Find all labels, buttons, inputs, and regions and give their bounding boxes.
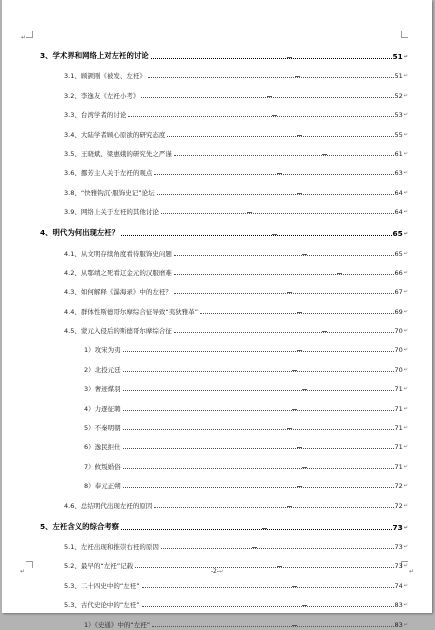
toc-page-number: 67 <box>394 288 403 297</box>
toc-leader-dots <box>148 76 394 78</box>
tab-marker-icon <box>247 212 252 213</box>
toc-page-number: 72 <box>394 482 403 491</box>
toc-entry[interactable] <box>32 62 408 81</box>
toc-leader-dots <box>123 467 394 469</box>
document-page <box>2 0 432 629</box>
paragraph-mark-icon: ↵ <box>403 189 408 196</box>
paragraph-mark-icon: ↵ <box>403 524 408 531</box>
toc-leader-dots <box>167 135 393 137</box>
toc-entry[interactable] <box>32 591 408 610</box>
toc-leader-dots <box>142 586 394 588</box>
paragraph-mark-icon: ↵ <box>403 150 408 157</box>
toc-entry-title: 5.1、左衽出现和推崇右衽的原因 <box>64 542 159 551</box>
paragraph-mark-icon: ↵ <box>403 131 408 138</box>
toc-leader-dots <box>174 292 394 294</box>
tab-marker-icon <box>272 115 277 116</box>
toc-entry[interactable] <box>32 433 408 452</box>
toc-leader-dots <box>123 370 394 372</box>
toc-page-number: 70 <box>394 327 403 336</box>
toc-entry[interactable] <box>32 317 408 336</box>
margin-corner-top-right <box>401 31 408 38</box>
toc-entry-title: 3.8、“快雅钩沉·服饰史记”论坛 <box>64 188 155 197</box>
toc-entry[interactable] <box>32 217 408 239</box>
toc-leader-dots <box>161 547 394 549</box>
tab-marker-icon <box>297 447 302 448</box>
toc-entry[interactable] <box>32 491 408 510</box>
toc-page-number: 61 <box>394 149 403 158</box>
paragraph-mark-icon: ↵ <box>403 347 408 354</box>
tab-marker-icon <box>287 506 292 507</box>
toc-leader-dots <box>174 154 394 156</box>
toc-leader-dots <box>152 625 393 627</box>
table-of-contents <box>32 40 408 630</box>
tab-marker-icon <box>302 605 307 606</box>
toc-page-number: 72 <box>394 501 403 510</box>
tab-marker-icon <box>295 76 300 77</box>
paragraph-mark-icon: ↵ <box>403 231 408 238</box>
toc-entry[interactable] <box>32 297 408 316</box>
tab-marker-icon <box>292 586 297 587</box>
toc-page-number: 73 <box>394 542 403 551</box>
toc-entry-title: 3.5、王晓斌、梁惠娥的研究先之严谨 <box>64 149 172 158</box>
toc-entry-title: 5.2、最早的“左衽”记载 <box>64 562 134 571</box>
toc-entry-title: 1）攻宋为夷 <box>84 346 121 355</box>
page-footer <box>2 568 432 575</box>
toc-entry[interactable] <box>32 40 408 62</box>
paragraph-mark-icon: ↵ <box>403 483 408 490</box>
paragraph-mark-icon: ↵ <box>403 502 408 509</box>
tab-marker-icon <box>297 135 302 136</box>
toc-leader-dots <box>157 193 394 195</box>
toc-entry[interactable] <box>32 198 408 217</box>
toc-entry-title: 2）北投元廷 <box>84 365 121 374</box>
toc-entry[interactable] <box>32 355 408 374</box>
paragraph-mark-icon: ↵ <box>218 569 224 575</box>
toc-entry-title: 4、明代为何出现左衽？ <box>40 228 120 238</box>
toc-entry[interactable] <box>32 120 408 139</box>
toc-leader-dots <box>121 234 391 236</box>
tab-marker-icon <box>297 486 302 487</box>
toc-page-number: 71 <box>394 462 403 471</box>
toc-entry[interactable] <box>32 278 408 297</box>
toc-entry[interactable] <box>32 336 408 355</box>
toc-page-number: 73 <box>394 562 403 571</box>
paragraph-mark-icon: ↵ <box>403 582 408 589</box>
toc-entry-title: 7）攸叛婚俗 <box>84 462 121 471</box>
toc-leader-dots <box>142 605 394 607</box>
toc-page-number: 83 <box>394 620 403 629</box>
paragraph-mark-icon: ↵ <box>403 444 408 451</box>
toc-entry-title: 8）奉元正朔 <box>84 482 121 491</box>
paragraph-mark-icon: ↵ <box>403 73 408 80</box>
tab-marker-icon <box>292 625 297 626</box>
toc-entry-title: 4.1、从文明存续角度看待服饰史问题 <box>64 249 172 258</box>
tab-marker-icon <box>287 57 292 58</box>
toc-entry[interactable] <box>32 375 408 394</box>
toc-entry[interactable] <box>32 101 408 120</box>
toc-leader-dots <box>154 173 393 175</box>
paragraph-mark-icon: ↵ <box>403 543 408 550</box>
paragraph-mark-icon: ↵ <box>403 269 408 276</box>
toc-entry[interactable] <box>32 159 408 178</box>
toc-page-number: 74 <box>394 581 403 590</box>
toc-entry-title: 1）《史通》中的“左衽” <box>84 620 151 629</box>
tab-marker-icon <box>277 173 282 174</box>
toc-entry-title: 3、学术界和网络上对左衽的讨论 <box>40 51 149 60</box>
tab-marker-icon <box>322 154 327 155</box>
toc-leader-dots <box>154 506 393 508</box>
toc-entry-title: 4）力逐征聘 <box>84 404 121 413</box>
tab-marker-icon <box>297 193 302 194</box>
toc-page-number: 55 <box>394 130 403 139</box>
toc-entry[interactable] <box>32 452 408 471</box>
toc-entry-title: 5.3、二十四史中的“左衽” <box>64 581 140 590</box>
toc-page-number: 70 <box>394 365 403 374</box>
toc-entry[interactable] <box>32 610 408 629</box>
toc-entry-title: 3.2、李逸友《左衽小考》 <box>64 91 140 100</box>
paragraph-mark-icon: ↵ <box>20 568 26 575</box>
toc-page-number: 71 <box>394 443 403 452</box>
toc-leader-dots <box>123 389 394 391</box>
toc-leader-dots <box>123 486 394 488</box>
paragraph-mark-icon: ↵ <box>403 328 408 335</box>
paragraph-mark-icon: ↵ <box>403 92 408 99</box>
toc-entry[interactable] <box>32 511 408 533</box>
paragraph-mark-icon: ↵ <box>403 170 408 177</box>
tab-marker-icon <box>292 409 297 410</box>
tab-marker-icon <box>267 96 272 97</box>
toc-entry-title: 4.3、如何解释《瀑海录》中的左衽？ <box>64 288 172 297</box>
toc-page-number: 65 <box>392 229 403 239</box>
toc-leader-dots <box>123 409 394 411</box>
toc-entry[interactable] <box>32 259 408 278</box>
page-number: -2- <box>210 568 219 575</box>
tab-marker-icon <box>297 312 302 313</box>
paragraph-mark-icon: ↵ <box>403 463 408 470</box>
paragraph-mark-icon: ↵ <box>403 289 408 296</box>
toc-page-number: 83 <box>394 601 403 610</box>
toc-page-number: 70 <box>394 346 403 355</box>
paragraph-mark-icon: ↵ <box>403 209 408 216</box>
toc-leader-dots <box>174 273 394 275</box>
toc-entry[interactable] <box>32 533 408 552</box>
toc-page-number: 51 <box>394 72 403 81</box>
toc-entry[interactable] <box>32 140 408 159</box>
toc-page-number: 65 <box>394 249 403 258</box>
paragraph-mark-icon: ↵ <box>403 112 408 119</box>
toc-entry-title: 6）逸民拒仕 <box>84 443 121 452</box>
tab-marker-icon <box>302 389 307 390</box>
toc-entry-title: 5）不秦明朝 <box>84 424 121 433</box>
paragraph-mark-icon: ↵ <box>403 425 408 432</box>
paragraph-mark-icon: ↵ <box>403 54 408 60</box>
tab-marker-icon <box>302 254 307 255</box>
toc-page-number: 69 <box>394 307 403 316</box>
paragraph-mark-icon: ↵ <box>403 250 408 257</box>
paragraph-mark-icon: ↵ <box>403 621 408 628</box>
tab-marker-icon <box>292 370 297 371</box>
toc-leader-dots <box>121 528 391 530</box>
tab-marker-icon <box>252 547 257 548</box>
toc-entry-title: 4.4、群体性斯德哥尔摩综合征导致“夷狄雅革” <box>64 307 199 316</box>
tab-marker-icon <box>262 528 267 529</box>
tab-marker-icon <box>287 292 292 293</box>
tab-marker-icon <box>322 331 327 332</box>
margin-corner-top-left <box>26 31 33 38</box>
toc-entry-title: 3.9、网络上关于左衽的其他讨论 <box>64 208 159 217</box>
toc-page-number: 71 <box>394 424 403 433</box>
toc-entry[interactable] <box>32 472 408 491</box>
toc-entry[interactable] <box>32 394 408 413</box>
tab-marker-icon <box>302 467 307 468</box>
paragraph-mark-icon: ↵ <box>408 568 414 575</box>
toc-leader-dots <box>123 428 394 430</box>
paragraph-mark-icon: ↵ <box>403 386 408 393</box>
toc-entry-title: 4.2、从鄂靖之死看辽金元的汉服磨难 <box>64 268 172 277</box>
toc-entry-title: 5.3、古代史论中的“左衽” <box>64 601 140 610</box>
toc-leader-dots <box>123 350 394 352</box>
toc-page-number: 64 <box>394 188 403 197</box>
toc-entry-title: 3.4、大陆学者顾心原欲的研究态度 <box>64 130 166 139</box>
toc-page-number: 51 <box>392 52 403 61</box>
tab-marker-icon <box>272 234 277 235</box>
toc-leader-dots <box>174 331 394 333</box>
tab-marker-icon <box>287 428 292 429</box>
toc-entry-title: 4.5、蒙元入侵后的斯德哥尔摩综合征 <box>64 327 172 336</box>
toc-page-number: 66 <box>394 268 403 277</box>
paragraph-mark-icon: ↵ <box>403 602 408 609</box>
toc-leader-dots <box>128 115 393 117</box>
paragraph-mark-icon: ↵ <box>403 366 408 373</box>
toc-entry-title: 3.3、台湾学者的讨论 <box>64 111 127 120</box>
toc-page-number: 71 <box>394 404 403 413</box>
toc-page-number: 73 <box>392 522 403 532</box>
toc-entry[interactable] <box>32 81 408 100</box>
toc-entry-title: 3）奢迹煤羽 <box>84 385 121 394</box>
toc-entry-title: 5、左衽含义的综合考察 <box>40 521 120 531</box>
toc-leader-dots <box>151 57 392 59</box>
toc-page-number: 52 <box>394 91 403 100</box>
toc-entry[interactable] <box>32 239 408 258</box>
toc-entry-title: 3.6、挪芳主人关于左衽的观点 <box>64 169 153 178</box>
toc-entry[interactable] <box>32 414 408 433</box>
toc-entry-title: 3.1、顾颉刚《被发、左衽》 <box>64 72 146 81</box>
paragraph-mark-icon: ↵ <box>403 405 408 412</box>
tab-marker-icon <box>297 350 302 351</box>
paragraph-mark-icon: ↵ <box>403 308 408 315</box>
toc-page-number: 63 <box>394 169 403 178</box>
paragraph-mark-icon: ↵ <box>403 563 408 570</box>
toc-leader-dots <box>174 254 394 256</box>
tab-marker-icon <box>337 273 342 274</box>
toc-leader-dots <box>123 447 394 449</box>
toc-entry-title: 4.6、总结明代出现左衽的原因 <box>64 501 153 510</box>
toc-page-number: 71 <box>394 385 403 394</box>
toc-entry[interactable] <box>32 178 408 197</box>
toc-page-number: 53 <box>394 111 403 120</box>
paragraph-mark-icon: ↵ <box>21 34 27 41</box>
toc-leader-dots <box>161 212 394 214</box>
toc-page-number: 64 <box>394 208 403 217</box>
